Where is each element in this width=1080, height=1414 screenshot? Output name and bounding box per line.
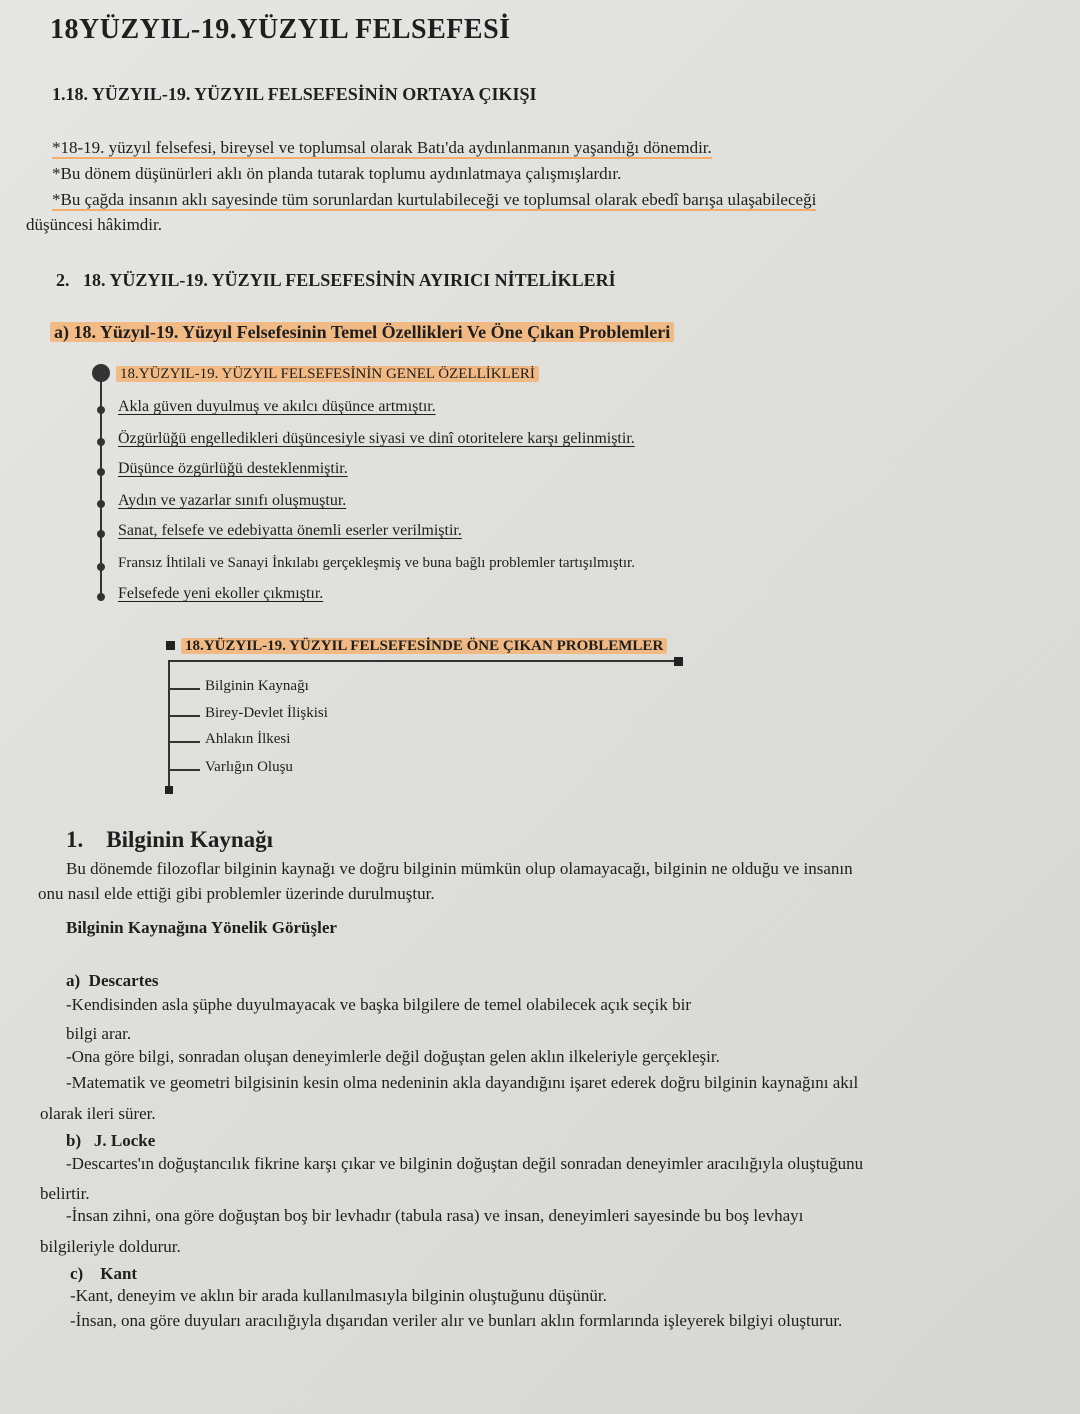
knowledge-heading <box>66 827 273 853</box>
knowledge-number: 1. <box>66 827 84 852</box>
locke-line1: -Descartes'ın doğuştancılık fikrine karşı çıkar ve bilginin doğuştan değil sonradan deneyimler aracılığıyla oluştuğunu <box>66 1154 864 1173</box>
feature-item: Fransız İhtilali ve Sanayi İnkılabı gerçekleşmiş ve buna bağlı problemler tartışılmıştır. <box>118 555 635 571</box>
section2-subheading-a: a) 18. Yüzyıl-19. Yüzyıl Felsefesinin Temel Özellikleri Ve Öne Çıkan Problemleri <box>50 322 674 343</box>
descartes-line5: olarak ileri sürer. <box>40 1104 156 1123</box>
problems-heading: 18.YÜZYIL-19. YÜZYIL FELSEFESİNDE ÖNE ÇIKAN PROBLEMLER <box>166 638 667 655</box>
descartes-line1: -Kendisinden asla şüphe duyulmayacak ve başka bilgilere de temel olabilecek açık seçik bir <box>66 995 691 1014</box>
problem-item: Birey-Devlet İlişkisi <box>205 705 328 721</box>
descartes-line2: bilgi arar. <box>66 1024 132 1043</box>
problems-horizontal-line <box>168 660 680 662</box>
knowledge-title: Bilginin Kaynağı <box>106 827 274 852</box>
section1-line2: *Bu dönem düşünürleri aklı ön planda tutarak toplumu aydınlatmaya çalışmışlardır. <box>52 164 622 183</box>
feature-bullet-icon <box>97 468 105 476</box>
section2-heading <box>56 270 616 291</box>
section2-number: 2. <box>56 270 70 290</box>
locke-line4: bilgileriyle doldurur. <box>40 1237 181 1256</box>
knowledge-intro2: onu nasıl elde ettiği gibi problemler üzerinde durulmuştur. <box>38 884 435 903</box>
problem-item: Ahlakın İlkesi <box>205 731 291 747</box>
locke-heading <box>66 1131 155 1151</box>
locke-label: b) <box>66 1131 82 1150</box>
feature-item: Düşünce özgürlüğü desteklenmiştir. <box>118 460 348 477</box>
problems-line-end-marker <box>674 657 683 666</box>
feature-item: Felsefede yeni ekoller çıkmıştır. <box>118 585 324 602</box>
problem-connector <box>170 769 200 771</box>
section1-line3: *Bu çağda insanın aklı sayesinde tüm sorunlardan kurtulabileceği ve toplumsal olarak ebedî barışa ulaşabileceği <box>52 190 817 209</box>
locke-line3: -İnsan zihni, ona göre doğuştan boş bir levhadır (tabula rasa) ve insan, deneyimleri sayesinde bu boş levhayı <box>66 1206 804 1225</box>
descartes-heading <box>66 971 159 991</box>
kant-line1: -Kant, deneyim ve aklın bir arada kullanılmasıyla bilginin oluştuğunu düşünür. <box>70 1286 607 1305</box>
feature-bullet-icon <box>97 530 105 538</box>
section1-heading: 1.18. YÜZYIL-19. YÜZYIL FELSEFESİNİN ORTAYA ÇIKIŞI <box>52 84 537 104</box>
general-features-heading: 18.YÜZYIL-19. YÜZYIL FELSEFESİNİN GENEL ÖZELLİKLERİ <box>116 366 539 383</box>
feature-bullet-icon <box>97 593 105 601</box>
feature-item: Sanat, felsefe ve edebiyatta önemli eserler verilmiştir. <box>118 522 462 539</box>
feature-bullet-icon <box>97 438 105 446</box>
descartes-line4: -Matematik ve geometri bilgisinin kesin olma nedeninin akla dayandığını işaret ederek doğru bilginin kaynağını akıl <box>66 1073 859 1092</box>
kant-name: Kant <box>100 1264 138 1283</box>
kant-label: c) <box>70 1264 84 1283</box>
feature-item: Akla güven duyulmuş ve akılcı düşünce artmıştır. <box>118 398 436 415</box>
feature-bullet-icon <box>97 500 105 508</box>
section2-title: 18. YÜZYIL-19. YÜZYIL FELSEFESİNİN AYIRICI NİTELİKLERİ <box>83 270 616 290</box>
problems-line-bottom-marker <box>165 786 173 794</box>
locke-name: J. Locke <box>93 1131 156 1150</box>
feature-bullet-icon <box>97 563 105 571</box>
feature-bullet-icon <box>97 406 105 414</box>
descartes-line3: -Ona göre bilgi, sonradan oluşan deneyimlerle değil doğuştan gelen aklın ilkeleriyle gerçekleşir. <box>66 1047 720 1066</box>
kant-line2: -İnsan, ona göre duyuları aracılığıyla dışarıdan veriler alır ve bunları aklın formlarında işleyerek bilgiyi oluşturur. <box>70 1311 843 1330</box>
section1-line4: düşüncesi hâkimdir. <box>26 215 162 234</box>
problem-connector <box>170 688 200 690</box>
descartes-label: a) <box>66 971 81 990</box>
knowledge-intro1: Bu dönemde filozoflar bilginin kaynağı ve doğru bilginin mümkün olup olamayacağı, bilginin ne olduğu ve insanın <box>66 859 853 878</box>
locke-line2: belirtir. <box>40 1184 90 1203</box>
problem-item: Bilginin Kaynağı <box>205 678 309 694</box>
feature-item: Özgürlüğü engelledikleri düşüncesiyle siyasi ve dinî otoritelere karşı gelinmiştir. <box>118 430 635 447</box>
problem-item: Varlığın Oluşu <box>205 759 293 775</box>
descartes-name: Descartes <box>88 971 159 990</box>
views-heading: Bilginin Kaynağına Yönelik Görüşler <box>66 918 337 937</box>
kant-heading <box>70 1264 137 1284</box>
problem-connector <box>170 715 200 717</box>
feature-item: Aydın ve yazarlar sınıfı oluşmuştur. <box>118 492 347 509</box>
page-title: 18YÜZYIL-19.YÜZYIL FELSEFESİ <box>50 14 511 45</box>
problem-connector <box>170 741 200 743</box>
section1-line1: *18-19. yüzyıl felsefesi, bireysel ve toplumsal olarak Batı'da aydınlanmanın yaşandığı dönemdir. <box>52 138 712 157</box>
